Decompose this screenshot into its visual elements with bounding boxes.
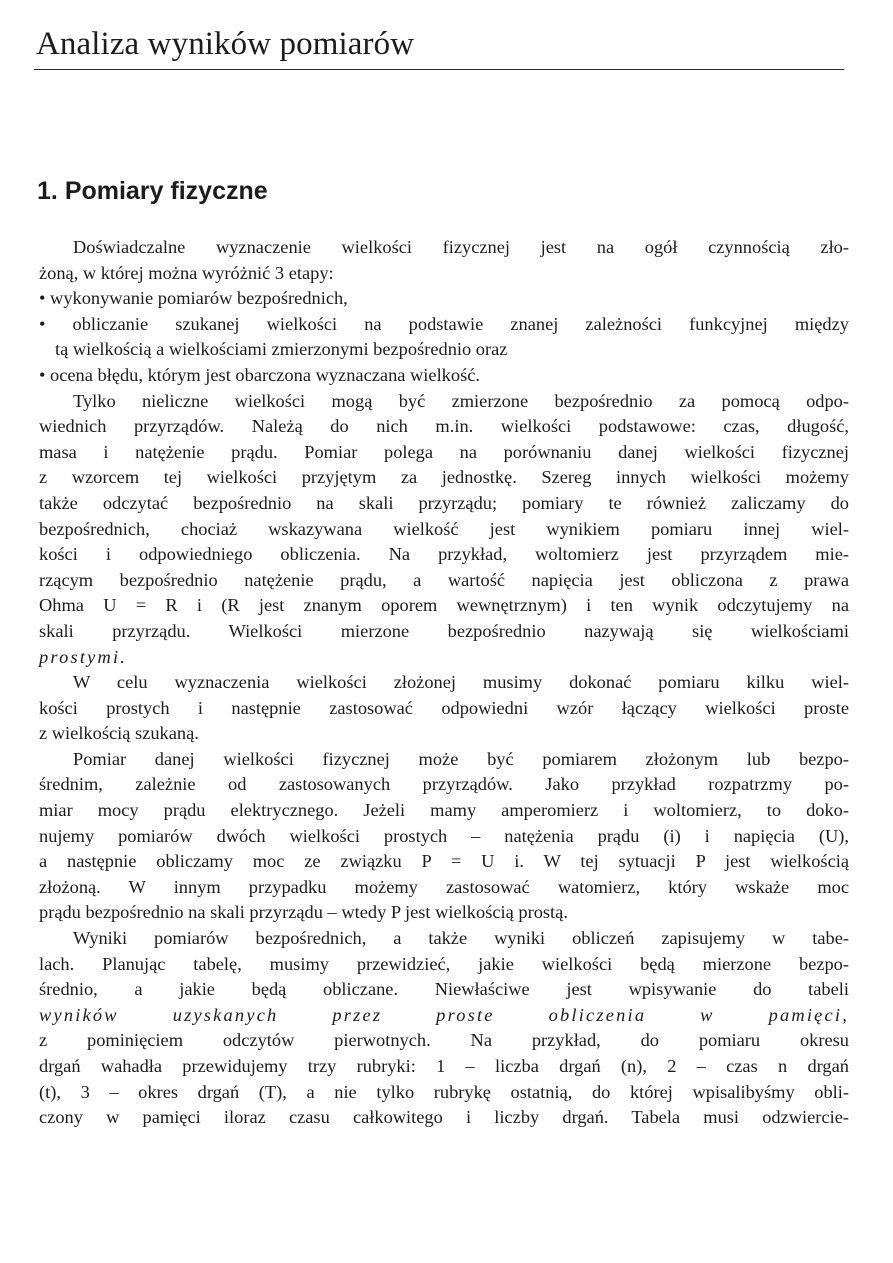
- text-line: lach. Planując tabelę, musimy przewidzieć, jakie wielkości będą mierzone bezpo-: [39, 953, 849, 974]
- text-line: (t), 3 – okres drgań (T), a nie tylko rubrykę ostatnią, do której wpisalibyśmy obli-: [39, 1081, 849, 1102]
- text-line: Tylko nieliczne wielkości mogą być zmierzone bezpośrednio za pomocą odpo-: [73, 390, 849, 411]
- text-line: złożoną. W innym przypadku możemy zastosować watomierz, który wskaże moc: [39, 876, 849, 897]
- text-line: miar mocy prądu elektrycznego. Jeżeli mamy amperomierz i woltomierz, to doko-: [39, 800, 849, 821]
- section-number: 1.: [37, 177, 58, 205]
- text-line: kości prostych i następnie zastosować odpowiedni wzór łączący wielkości proste: [39, 697, 849, 718]
- text-line: czony w pamięci iloraz czasu całkowitego i liczby drgań. Tabela musi odzwiercie-: [39, 1107, 849, 1128]
- section-title: Pomiary fizyczne: [64, 177, 268, 205]
- text-line: z pominięciem odczytów pierwotnych. Na przykład, do pomiaru okresu: [39, 1030, 849, 1051]
- text-line: a następnie obliczamy moc ze związku P = U i. W tej sytuacji P jest wielkością: [39, 851, 849, 872]
- bullet-item: • ocena błędu, którym jest obarczona wyznaczana wielkość.: [39, 364, 480, 385]
- text-line: Doświadczalne wyznaczenie wielkości fizycznej jest na ogół czynnością zło-: [73, 237, 849, 257]
- text-line: skali przyrządu. Wielkości mierzone bezpośrednio nazywają się wielkościami: [39, 620, 849, 641]
- text-line: masa i natężenie prądu. Pomiar polega na porównaniu danej wielkości fizycznej: [39, 441, 849, 462]
- bullet-item: • wykonywanie pomiarów bezpośrednich,: [39, 288, 348, 309]
- title-rule: [34, 69, 844, 70]
- text-line: prądu bezpośrednio na skali przyrządu – wtedy P jest wielkością prostą.: [39, 902, 568, 923]
- text-line: z wielkością szukaną.: [39, 723, 199, 744]
- text-line: średnim, zależnie od zastosowanych przyrządów. Jako przykład rozpatrzmy po-: [39, 774, 849, 795]
- text-line: Pomiar danej wielkości fizycznej może być pomiarem złożonym lub bezpo-: [73, 748, 849, 769]
- section-heading: [37, 177, 268, 206]
- text-line: Ohma U = R i (R jest znanym oporem wewnętrznym) i ten wynik odczytujemy na: [39, 595, 849, 616]
- text-line: drgań wahadła przewidujemy trzy rubryki: 1 – liczba drgań (n), 2 – czas n drgań: [39, 1056, 849, 1076]
- text-line: rzącym bezpośrednio natężenie prądu, a wartość napięcia jest obliczona z prawa: [39, 569, 849, 590]
- text-line: W celu wyznaczenia wielkości złożonej musimy dokonać pomiaru kilku wiel-: [73, 672, 849, 693]
- text-line: bezpośrednich, chociaż wskazywana wielkość jest wynikiem pomiaru innej wiel-: [39, 518, 849, 539]
- text-line: żoną, w której można wyróżnić 3 etapy:: [39, 262, 334, 283]
- text-line: także odczytać bezpośrednio na skali przyrządu; pomiary te również zaliczamy do: [39, 492, 849, 513]
- text-line: wiednich przyrządów. Należą do nich m.in. wielkości podstawowe: czas, długość,: [39, 416, 849, 437]
- text-line: z wzorcem tej wielkości przyjętym za jednostkę. Szereg innych wielkości możemy: [39, 467, 849, 488]
- chapter-title: Analiza wyników pomiarów: [36, 26, 415, 62]
- text-line: tą wielkością a wielkościami zmierzonymi bezpośrednio oraz: [55, 339, 508, 360]
- text-line: nujemy pomiarów dwóch wielkości prostych – natężenia prądu (i) i napięcia (U),: [39, 825, 849, 846]
- text-line: Wyniki pomiarów bezpośrednich, a także wyniki obliczeń zapisujemy w tabe-: [73, 928, 849, 949]
- text-line: wyników uzyskanych przez proste obliczenia w pamięci,: [39, 1004, 849, 1025]
- text-line: prostymi.: [39, 646, 128, 667]
- text-line: średnio, a jakie będą obliczane. Niewłaściwe jest wpisywanie do tabeli: [39, 979, 849, 1000]
- text-line: kości i odpowiedniego obliczenia. Na przykład, woltomierz jest przyrządem mie-: [39, 544, 849, 565]
- bullet-item: • obliczanie szukanej wielkości na podstawie znanej zależności funkcyjnej między: [39, 313, 849, 334]
- body-text: [39, 235, 849, 1131]
